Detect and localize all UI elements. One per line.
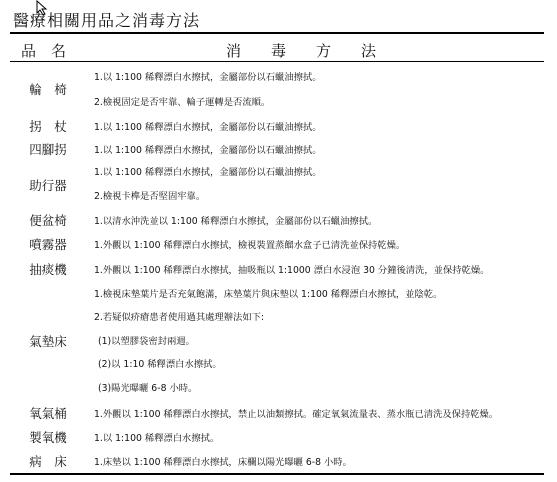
item-name: 抽痰機 <box>29 262 67 277</box>
method-line: (2)以 1:10 稀釋漂白水擦拭。 <box>98 359 222 370</box>
item-name: 輪 椅 <box>29 82 67 97</box>
method-line: 2.若疑似疥瘡患者使用過其處理辦法如下: <box>94 312 265 323</box>
method-line: 1.以 1:100 稀釋漂白水擦拭，金屬部份以石蠟油擦拭。 <box>94 72 322 83</box>
bottom-rule <box>10 473 544 475</box>
item-name: 病 床 <box>29 454 67 469</box>
top-rule <box>10 32 544 34</box>
column-header-item: 品 名 <box>21 42 67 60</box>
item-name: 助行器 <box>29 178 67 193</box>
item-name: 拐 杖 <box>29 119 67 134</box>
method-line: 1.床墊以 1:100 稀釋漂白水擦拭，床欄以陽光曝曬 6-8 小時。 <box>94 457 352 468</box>
item-name: 製氧機 <box>29 430 67 445</box>
method-line: 1.以 1:100 稀釋漂白水擦拭，金屬部份以石蠟油擦拭。 <box>94 145 322 156</box>
item-name: 氧氣桶 <box>29 406 67 421</box>
method-line: 2.檢視固定是否牢靠、輪子運轉是否流順。 <box>94 97 271 108</box>
method-line: 1.外觀以 1:100 稀釋漂白水擦拭，抽吸瓶以 1:1000 漂白水浸泡 30 分鐘後清洗，並保持乾燥。 <box>94 265 490 276</box>
method-line: 1.以清水沖洗並以 1:100 稀釋漂白水擦拭，金屬部份以石蠟油擦拭。 <box>94 216 378 227</box>
method-line: 1.檢視床墊葉片是否充氣飽滿，床墊葉片與床墊以 1:100 稀釋漂白水擦拭，並陰乾。 <box>94 289 443 300</box>
header-rule <box>10 61 544 62</box>
method-line: 1.外觀以 1:100 稀釋漂白水擦拭，檢視裝置蒸餾水盒子已清洗並保持乾燥。 <box>94 240 406 251</box>
method-line: 1.以 1:100 稀釋漂白水擦拭，金屬部份以石蠟油擦拭。 <box>94 122 322 133</box>
method-line: (1)以塑膠袋密封兩週。 <box>98 336 195 347</box>
column-header-method: 消 毒 方 法 <box>226 42 377 60</box>
method-line: 1.外觀以 1:100 稀釋漂白水擦拭，禁止以油類擦拭。確定氧氣流量表、蒸水瓶已清洗及保持乾燥。 <box>94 409 499 420</box>
item-name: 四腳拐 <box>29 142 67 157</box>
item-name: 噴霧器 <box>29 237 67 252</box>
item-name: 氣墊床 <box>29 334 67 349</box>
method-line: (3)陽光曝曬 6-8 小時。 <box>98 383 198 394</box>
method-line: 1.以 1:100 稀釋漂白水擦拭。 <box>94 433 220 444</box>
method-line: 2.檢視卡榫是否堅固牢靠。 <box>94 191 206 202</box>
item-name: 便盆椅 <box>29 213 67 228</box>
method-line: 1.以 1:100 稀釋漂白水擦拭，金屬部份以石蠟油擦拭。 <box>94 167 322 178</box>
document-title: 醫療相關用品之消毒方法 <box>13 11 201 30</box>
